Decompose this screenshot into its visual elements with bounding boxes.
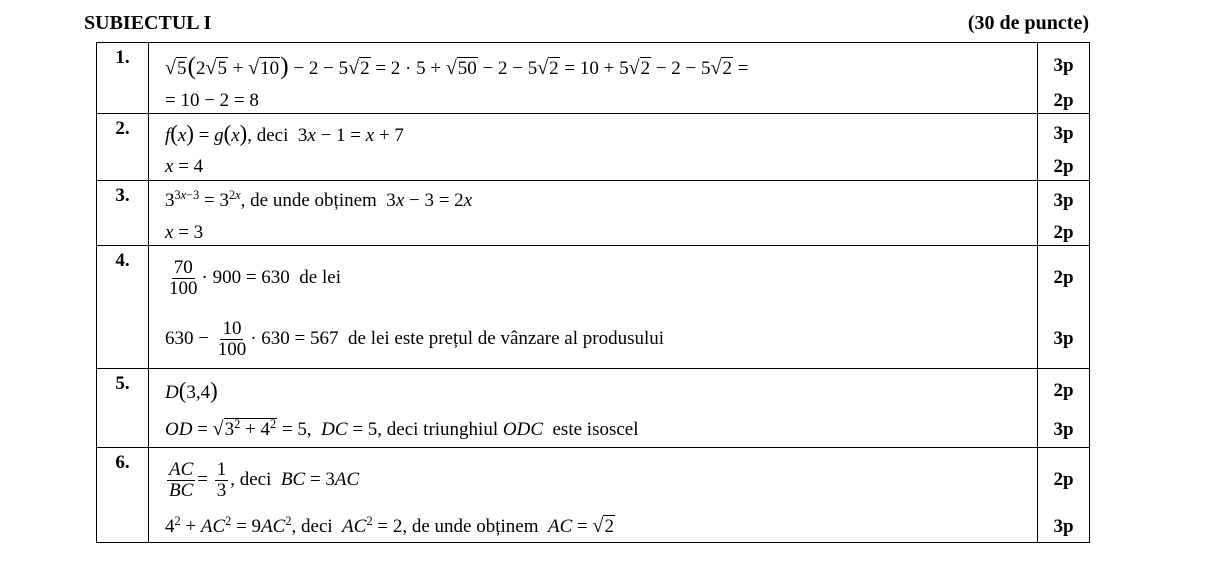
points-value: 3p [1053, 328, 1074, 349]
points-value: 3p [1053, 123, 1074, 144]
row-number: 5. [97, 369, 149, 448]
row-number: 3. [97, 181, 149, 246]
solution-line: f(x) = g(x), deci 3x − 1 = x + 7 [165, 121, 404, 146]
solutions-table [96, 42, 1090, 543]
solution-line: x = 3 [165, 222, 204, 243]
row-content [149, 246, 1038, 369]
table-row-1 [97, 43, 1090, 114]
solution-line: OD = √ $3^2 + 4^2$ = 5, DC = 5, deci triunghiul ODC este isoscel [165, 417, 639, 441]
solution-line: 630 − $\frac{10}{100}$ · 630 = 567 de lei este prețul de vânzare al produsului [165, 317, 665, 360]
points-value: 2p [1053, 222, 1074, 243]
solution-line: $3^{3x-3} = 3^{2x}$, de unde obținem 3x − 3 = 2x [165, 188, 473, 211]
solution-line: = 10 − 2 = 8 [165, 90, 259, 111]
points-value: 3p [1053, 419, 1074, 440]
row-number: 4. [97, 246, 149, 369]
row-number: 1. [97, 43, 149, 114]
row-points [1038, 181, 1090, 246]
solution-line: $4^2 + AC^2 = 9AC^2$, deci $AC^2 = 2$, de unde obținem AC = √ 2 [165, 514, 614, 538]
points-value: 2p [1053, 469, 1074, 490]
table-row-2 [97, 114, 1090, 181]
points-value: 2p [1053, 90, 1074, 111]
points-value: 3p [1053, 516, 1074, 537]
solution-line: x = 4 [165, 156, 204, 177]
points-value: 3p [1053, 190, 1074, 211]
row-number: 2. [97, 114, 149, 181]
points-value: 2p [1053, 156, 1074, 177]
row-points [1038, 448, 1090, 543]
row-content [149, 43, 1038, 114]
section-points: (30 de puncte) [967, 12, 1089, 34]
row-content [149, 448, 1038, 543]
table-row-3 [97, 181, 1090, 246]
points-value: 2p [1053, 267, 1074, 288]
section-title: SUBIECTUL I [84, 12, 212, 34]
solution-line: $\frac{70}{100}$ · 900 = 630 de lei [169, 256, 341, 299]
row-number: 6. [97, 448, 149, 543]
solution-line: D(3,4) [165, 378, 218, 403]
row-points [1038, 246, 1090, 369]
row-points [1038, 43, 1090, 114]
table-row-4 [97, 246, 1090, 369]
row-points [1038, 369, 1090, 448]
points-value: 2p [1053, 380, 1074, 401]
table-row-5 [97, 369, 1090, 448]
row-points [1038, 114, 1090, 181]
table-row-6 [97, 448, 1090, 543]
solution-line: $\frac{AC}{BC}$ = $\frac{1}{3}$ , deci BC = 3AC [169, 458, 360, 501]
solution-line: √ 5 (2 √ 5 + √ 10 ) − 2 − 5 √ 2 = 2 · 5 + √ 50 − 2 − 5 √ 2 = 10 + 5 √ 2 − 2 − 5 √ 2 = [165, 51, 749, 80]
row-content [149, 181, 1038, 246]
row-content [149, 369, 1038, 448]
points-value: 3p [1053, 55, 1074, 76]
row-content [149, 114, 1038, 181]
